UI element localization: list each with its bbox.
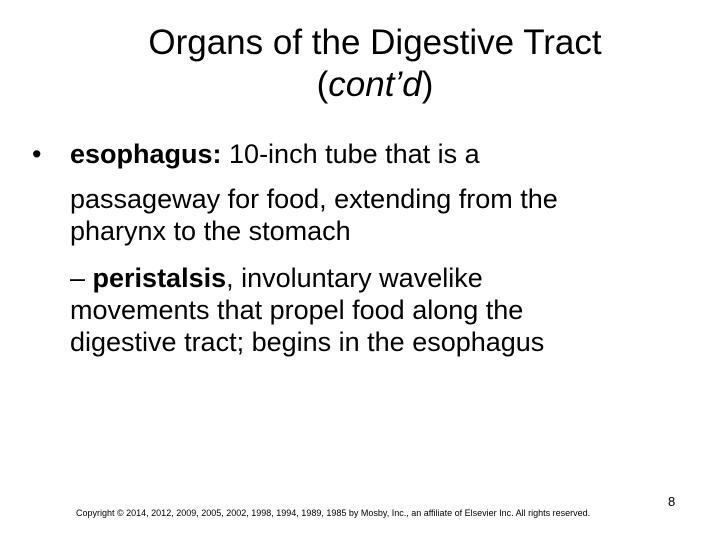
sub-text-line-3: digestive tract; begins in the esophagus [70,327,545,357]
title-line-1: Organs of the Digestive Tract [148,23,602,62]
title-contd: cont’d [328,65,422,104]
bullet-term: esophagus: [70,139,222,169]
copyright-notice: Copyright © 2014, 2012, 2009, 2005, 2002, 1998, 1994, 1989, 1985 by Mosby, Inc., an affiliate of Elsevier Inc. All rights reserved. [76,508,591,518]
bullet-esophagus [32,138,692,170]
sub-bullet-peristalsis [70,262,690,358]
bullet-continuation [70,183,690,247]
page-number: 8 [668,494,676,509]
sub-text-line-1: , involuntary wavelike [226,263,483,293]
sub-text-line-2: movements that propel food along the [70,295,524,325]
bullet-dot: • [32,139,42,169]
bullet-text-line-2: passageway for food, extending from the [70,184,558,214]
sub-term: peristalsis [92,263,227,293]
title-line-2 [80,64,670,106]
title-paren-open: ( [316,65,329,104]
bullet-text-line-1: 10-inch tube that is a [221,139,480,169]
bullet-text-line-3: pharynx to the stomach [70,216,351,246]
title-paren-close: ) [421,65,434,104]
slide-title [80,22,670,106]
sub-dash: – [70,263,93,293]
